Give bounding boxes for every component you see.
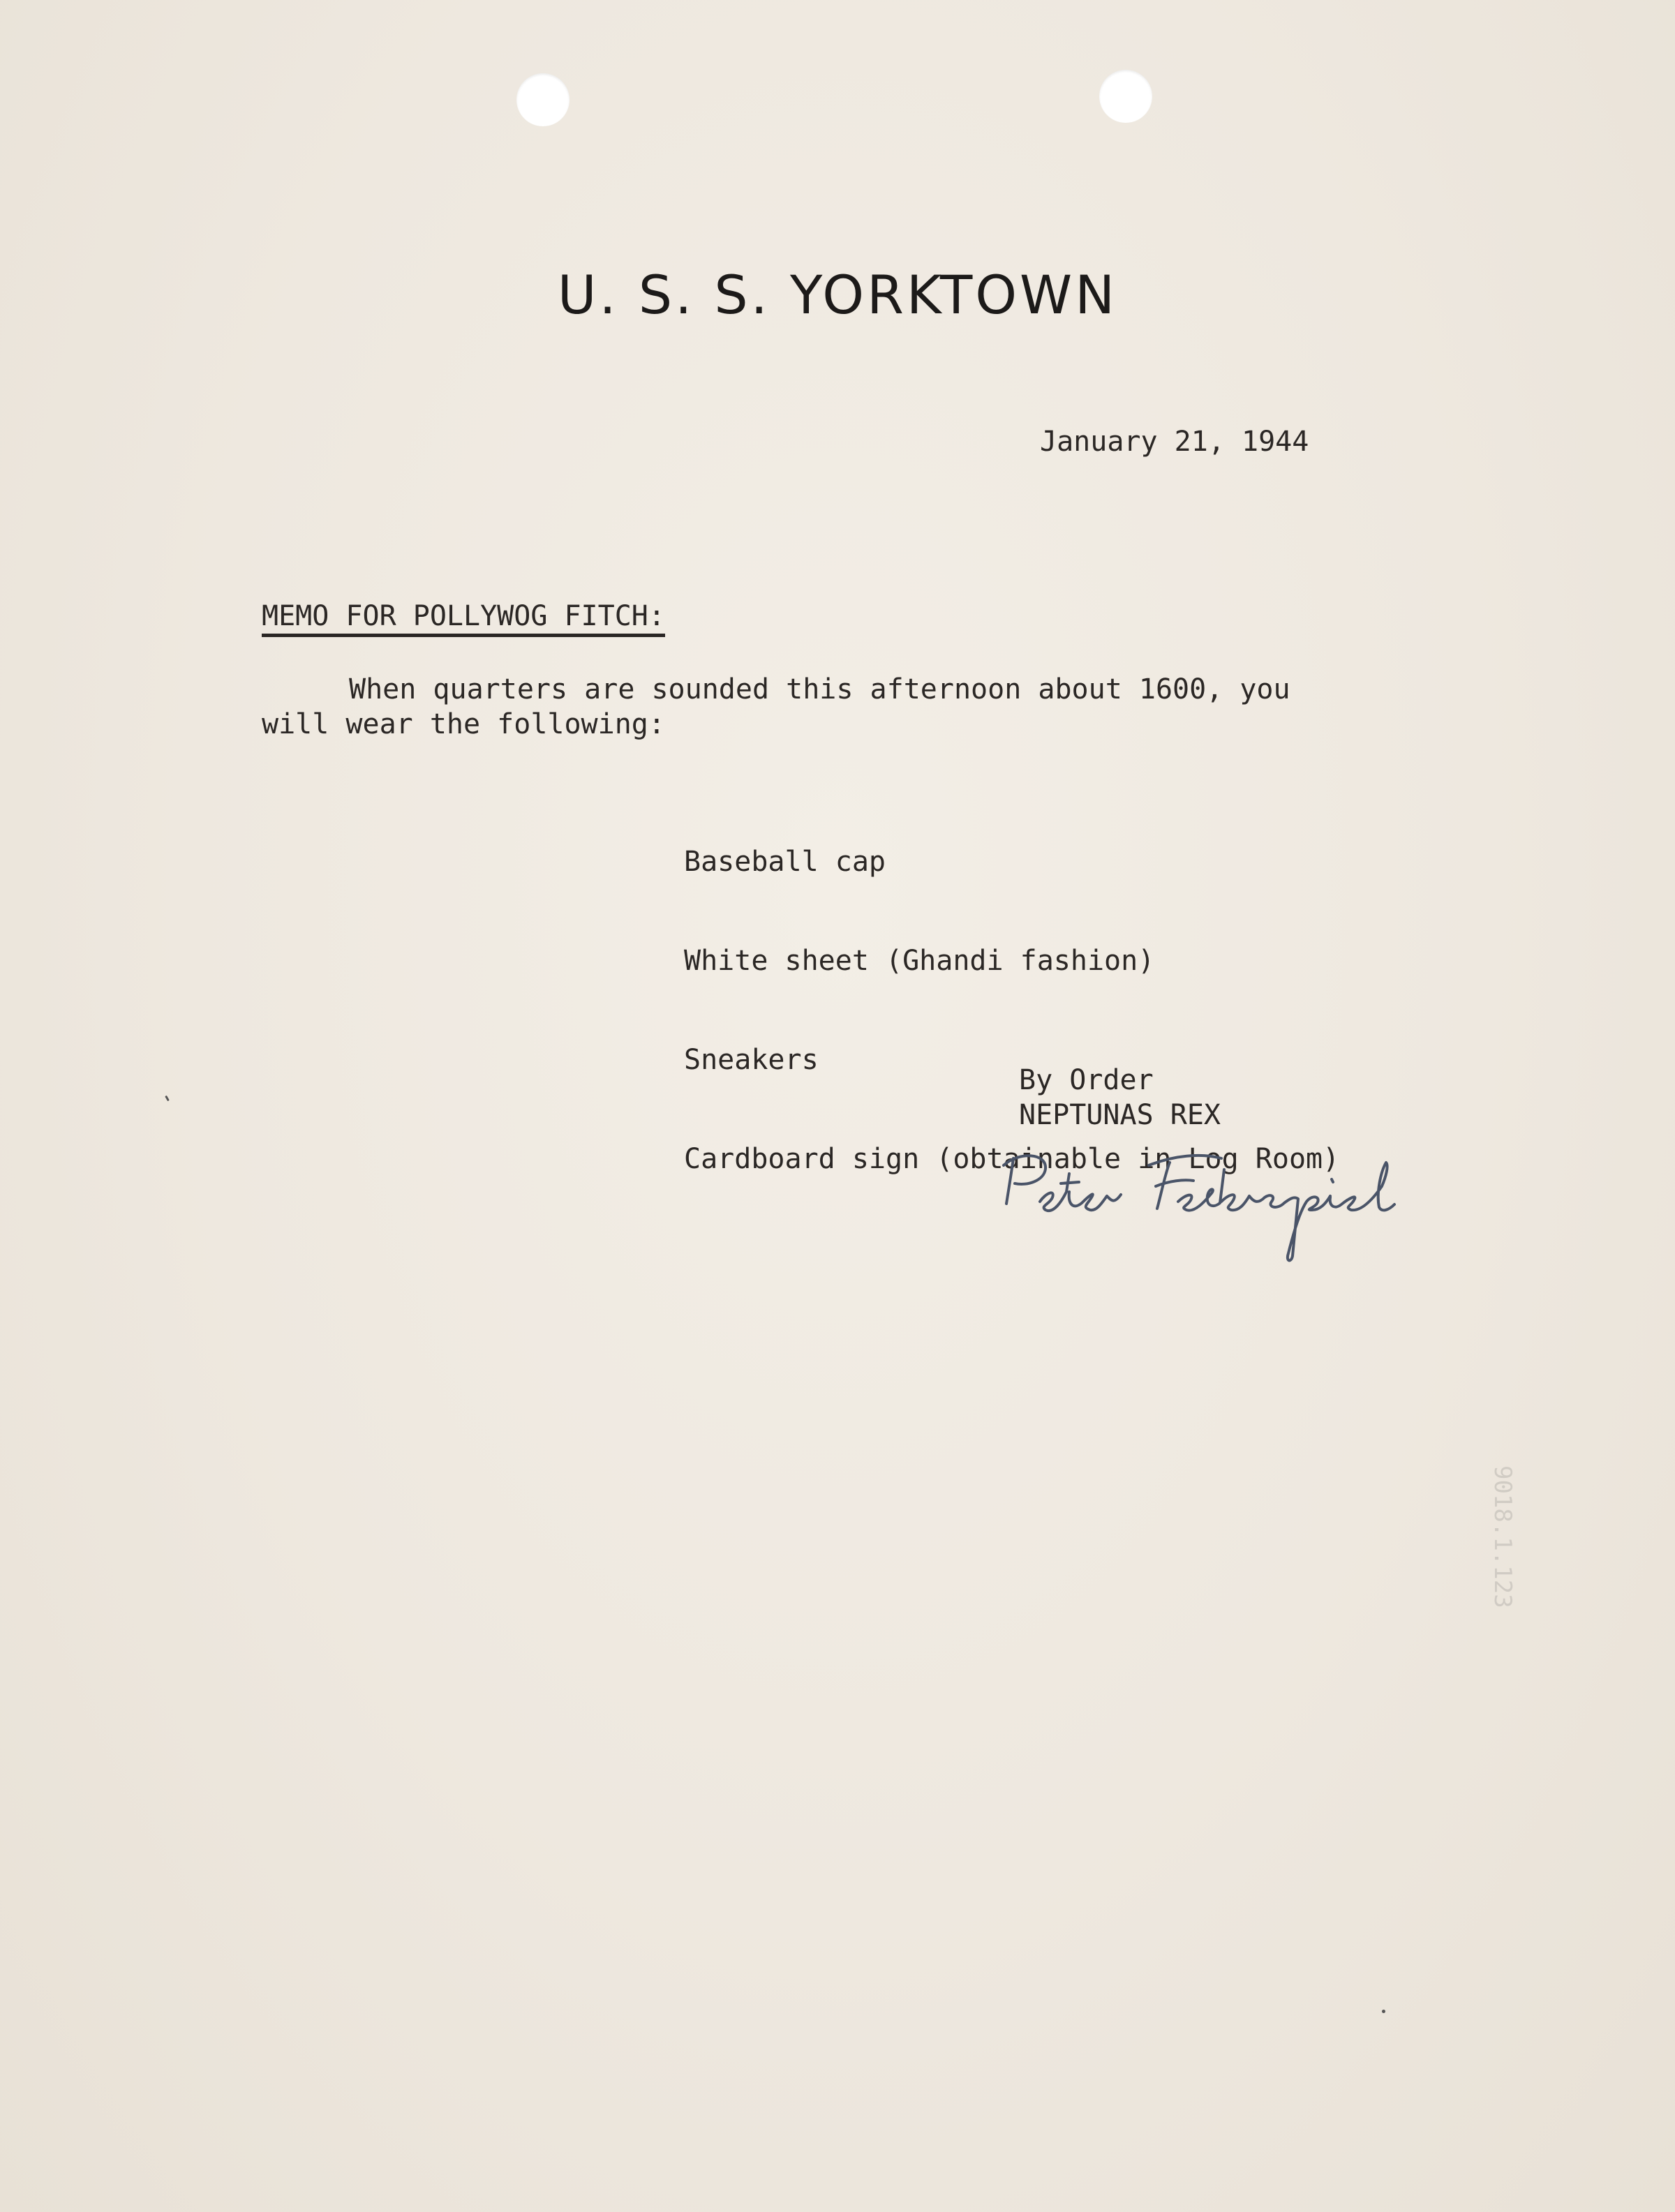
memo-title: MEMO FOR POLLYWOG FITCH: <box>262 600 665 637</box>
svg-text:9018.1.123: 9018.1.123 <box>1489 1465 1517 1608</box>
closing-authority: NEPTUNAS REX <box>1019 1099 1221 1131</box>
handwritten-signature <box>991 1137 1521 1270</box>
body-text-line-1: When quarters are sounded this afternoon about 1600, you <box>349 673 1290 705</box>
paper-speck <box>1382 2010 1385 2013</box>
body-text-line-2: will wear the following: <box>262 708 665 740</box>
punch-hole-right <box>1099 70 1152 123</box>
list-item: White sheet (Ghandi fashion) <box>684 945 1155 977</box>
list-item: Sneakers <box>684 1044 819 1076</box>
archive-accession-mark <box>1480 1458 1535 1633</box>
memo-date: January 21, 1944 <box>1040 426 1309 458</box>
closing-by-order: By Order <box>1019 1064 1154 1096</box>
paper-speck <box>165 1096 170 1101</box>
punch-hole-left <box>516 73 570 126</box>
letterhead: U. S. S. YORKTOWN <box>557 264 1118 326</box>
list-item: Baseball cap <box>684 846 886 878</box>
list-item: Cardboard sign (obtainable in Log Room) <box>684 1143 1340 1175</box>
